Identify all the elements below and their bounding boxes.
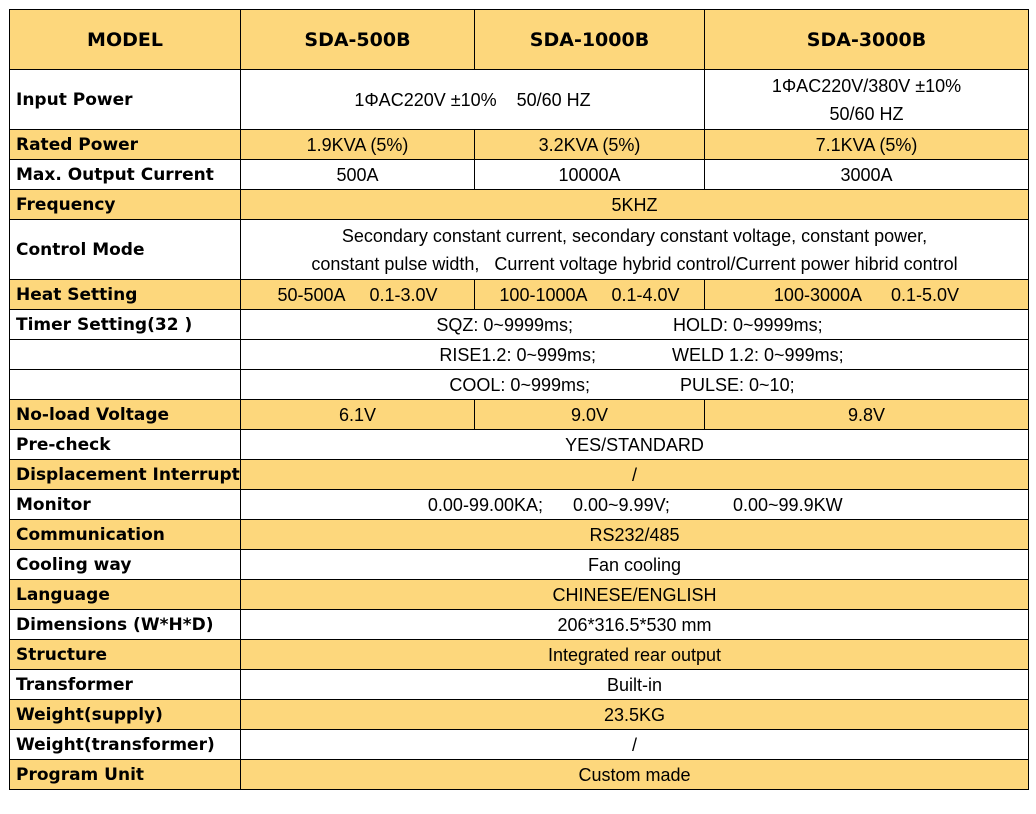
row-label: Control Mode	[10, 220, 241, 280]
cell-value: 100-3000A 0.1-5.0V	[705, 280, 1029, 310]
cell-value: 9.0V	[475, 400, 705, 430]
spec-table	[9, 9, 1029, 790]
row-label: Structure	[10, 640, 241, 670]
monitor-voltage: 0.00~9.99V;	[573, 494, 670, 515]
row-program-unit	[10, 760, 1029, 790]
row-input-power	[10, 70, 1029, 130]
cell-value: /	[241, 730, 1029, 760]
row-label: Monitor	[10, 490, 241, 520]
cell-value: 3000A	[705, 160, 1029, 190]
cell-value: 9.8V	[705, 400, 1029, 430]
row-label: Language	[10, 580, 241, 610]
cell-value: 23.5KG	[241, 700, 1029, 730]
cell-value: 3.2KVA (5%)	[475, 130, 705, 160]
row-label: Cooling way	[10, 550, 241, 580]
row-communication	[10, 520, 1029, 550]
control-mode-line1: Secondary constant current, secondary constant voltage, constant power,	[341, 225, 928, 246]
row-language	[10, 580, 1029, 610]
monitor-power: 0.00~99.9KW	[733, 494, 843, 515]
row-max-output-current	[10, 160, 1029, 190]
row-control-mode	[10, 220, 1029, 280]
row-heat-setting	[10, 280, 1029, 310]
row-label: Weight(transformer)	[10, 730, 241, 760]
cell-value: Built-in	[241, 670, 1029, 700]
cell-value: /	[241, 460, 1029, 490]
cell-value: 5KHZ	[241, 190, 1029, 220]
cell-value: RS232/485	[241, 520, 1029, 550]
row-label: Max. Output Current	[10, 160, 241, 190]
row-dimensions	[10, 610, 1029, 640]
row-pre-check	[10, 430, 1029, 460]
timer-hold: HOLD: 0~9999ms;	[673, 314, 823, 335]
cell-value: 500A	[241, 160, 475, 190]
row-label: Pre-check	[10, 430, 241, 460]
monitor-values	[241, 490, 1029, 520]
row-label-empty	[10, 340, 241, 370]
timer-line-1	[241, 310, 1029, 340]
row-label-empty	[10, 370, 241, 400]
row-label: Heat Setting	[10, 280, 241, 310]
input-power-large-line2: 50/60 HZ	[829, 103, 904, 124]
cell-value: Integrated rear output	[241, 640, 1029, 670]
model-sda-3000b: SDA-3000B	[705, 10, 1029, 70]
row-frequency	[10, 190, 1029, 220]
timer-rise: RISE1.2: 0~999ms;	[439, 344, 596, 365]
timer-sqz: SQZ: 0~9999ms;	[436, 314, 573, 335]
row-label: No-load Voltage	[10, 400, 241, 430]
header-row	[10, 10, 1029, 70]
timer-weld: WELD 1.2: 0~999ms;	[672, 344, 844, 365]
cell-value: 6.1V	[241, 400, 475, 430]
row-label: Communication	[10, 520, 241, 550]
input-power-large-line1: 1ΦAC220V/380V ±10%	[771, 75, 962, 96]
row-rated-power	[10, 130, 1029, 160]
row-displacement-interrupt	[10, 460, 1029, 490]
model-sda-500b: SDA-500B	[241, 10, 475, 70]
row-timer-setting-3	[10, 370, 1029, 400]
input-power-small: 1ΦAC220V ±10% 50/60 HZ	[241, 70, 705, 130]
row-label: Rated Power	[10, 130, 241, 160]
timer-pulse: PULSE: 0~10;	[680, 374, 795, 395]
cell-value: 206*316.5*530 mm	[241, 610, 1029, 640]
model-header: MODEL	[10, 10, 241, 70]
row-label: Input Power	[10, 70, 241, 130]
row-no-load-voltage	[10, 400, 1029, 430]
row-timer-setting	[10, 310, 1029, 340]
cell-value: 1.9KVA (5%)	[241, 130, 475, 160]
timer-line-3	[241, 370, 1029, 400]
row-label: Program Unit	[10, 760, 241, 790]
timer-line-2	[241, 340, 1029, 370]
cell-value: Custom made	[241, 760, 1029, 790]
row-timer-setting-2	[10, 340, 1029, 370]
timer-cool: COOL: 0~999ms;	[449, 374, 590, 395]
row-transformer	[10, 670, 1029, 700]
row-label: Displacement Interrupt	[10, 460, 241, 490]
cell-value: 7.1KVA (5%)	[705, 130, 1029, 160]
row-label: Frequency	[10, 190, 241, 220]
row-monitor	[10, 490, 1029, 520]
cell-value: 100-1000A 0.1-4.0V	[475, 280, 705, 310]
control-mode-value	[241, 220, 1029, 280]
cell-value: YES/STANDARD	[241, 430, 1029, 460]
row-label: Timer Setting(32 )	[10, 310, 241, 340]
input-power-large	[705, 70, 1029, 130]
row-cooling-way	[10, 550, 1029, 580]
cell-value: 10000A	[475, 160, 705, 190]
cell-value: 50-500A 0.1-3.0V	[241, 280, 475, 310]
row-structure	[10, 640, 1029, 670]
monitor-current: 0.00-99.00KA;	[427, 494, 543, 515]
row-label: Dimensions (W*H*D)	[10, 610, 241, 640]
row-label: Transformer	[10, 670, 241, 700]
cell-value: CHINESE/ENGLISH	[241, 580, 1029, 610]
control-mode-line2: constant pulse width, Current voltage hybrid control/Current power hibrid control	[311, 253, 958, 274]
row-weight-transformer	[10, 730, 1029, 760]
cell-value: Fan cooling	[241, 550, 1029, 580]
row-label: Weight(supply)	[10, 700, 241, 730]
model-sda-1000b: SDA-1000B	[475, 10, 705, 70]
row-weight-supply	[10, 700, 1029, 730]
